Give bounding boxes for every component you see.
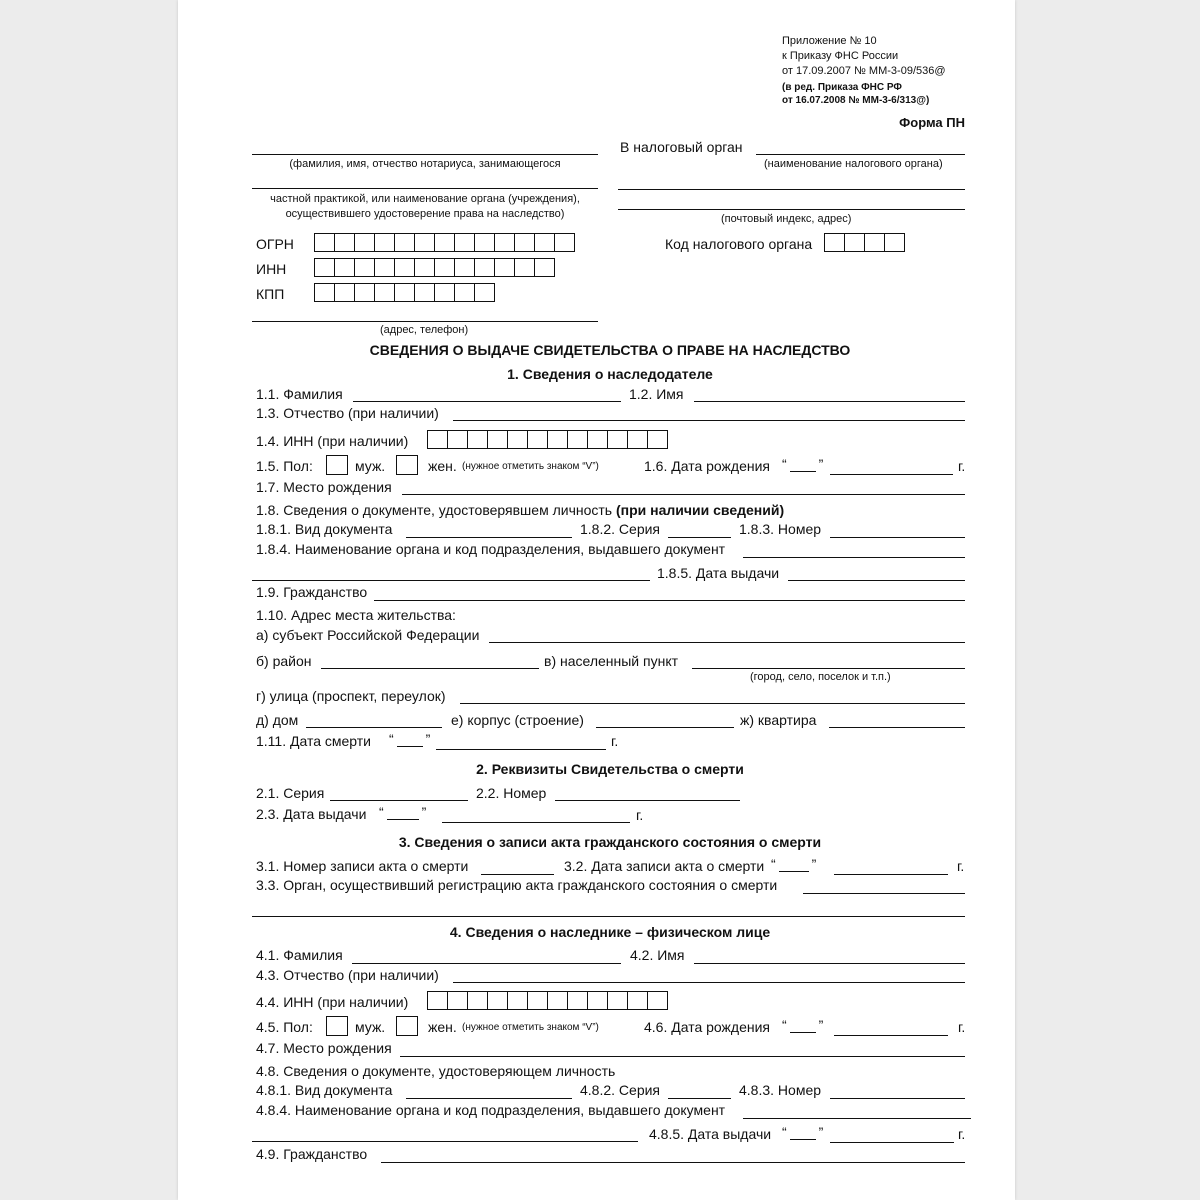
f4-7-line[interactable] <box>400 1056 965 1057</box>
digit-cell[interactable] <box>514 233 535 252</box>
fa-label: а) субъект Российской Федерации <box>256 627 480 643</box>
f4-8-4-label: 4.8.4. Наименование органа и код подразделения, выдавшего документ <box>256 1102 726 1118</box>
f1-7-label: 1.7. Место рождения <box>256 479 392 495</box>
f1-3-line[interactable] <box>453 420 965 421</box>
f1-8-bold: (при наличии сведений) <box>615 502 785 518</box>
fe-line[interactable] <box>596 727 734 728</box>
digit-cell[interactable] <box>414 233 435 252</box>
to-tax-label: В налоговый орган <box>620 139 743 155</box>
heir-v-note: (нужное отметить знаком “V”) <box>462 1022 599 1033</box>
digit-cell[interactable] <box>427 991 448 1010</box>
section-2-heading: 2. Реквизиты Свидетельства о смерти <box>476 761 744 777</box>
digit-cell[interactable] <box>374 283 395 302</box>
notary-caption-1: (фамилия, имя, отчество нотариуса, занимающегося <box>289 158 561 170</box>
inn-label: ИНН <box>256 261 287 277</box>
tax-organ-line[interactable] <box>756 154 965 155</box>
digit-cell[interactable] <box>514 258 535 277</box>
f4-8-3-label: 4.8.3. Номер <box>739 1082 822 1098</box>
address-line[interactable] <box>252 321 598 322</box>
notary-name-line[interactable] <box>252 154 598 155</box>
digit-cell[interactable] <box>534 233 555 252</box>
fzh-line[interactable] <box>829 727 965 728</box>
digit-cell[interactable] <box>474 233 495 252</box>
digit-cell[interactable] <box>474 258 495 277</box>
f1-11-year: г. <box>611 733 619 749</box>
quote-open: “ <box>782 1124 787 1140</box>
appendix-line-3: от 17.09.2007 № ММ-3-09/536@ <box>782 65 946 77</box>
f1-2-label: 1.2. Имя <box>629 386 684 402</box>
f1-6-label: 1.6. Дата рождения <box>644 458 770 474</box>
digit-cell[interactable] <box>434 258 455 277</box>
f4-3-label: 4.3. Отчество (при наличии) <box>256 967 439 983</box>
section-3-heading: 3. Сведения о записи акта гражданского состояния о смерти <box>398 834 822 850</box>
f1-8-3-label: 1.8.3. Номер <box>739 521 822 537</box>
inn-boxes[interactable] <box>314 258 554 277</box>
f1-4-label: 1.4. ИНН (при наличии) <box>256 433 409 449</box>
fv-caption: (город, село, поселок и т.п.) <box>750 671 891 683</box>
ogrn-label: ОГРН <box>256 236 294 252</box>
fa-line[interactable] <box>489 642 965 643</box>
section-4-heading: 4. Сведения о наследнике – физическом лице <box>449 924 771 940</box>
quote-close: ” <box>818 1017 824 1033</box>
quote-close: ” <box>425 731 431 747</box>
kpp-boxes[interactable] <box>314 283 494 302</box>
f3-3-line[interactable] <box>803 893 965 894</box>
day-blank[interactable] <box>397 733 423 747</box>
f1-11-label: 1.11. Дата смерти <box>256 733 372 749</box>
digit-cell[interactable] <box>587 430 608 449</box>
digit-cell[interactable] <box>414 283 435 302</box>
f4-2-label: 4.2. Имя <box>630 947 685 963</box>
digit-cell[interactable] <box>434 283 455 302</box>
female-checkbox[interactable] <box>396 455 418 475</box>
fzh-label: ж) квартира <box>740 712 817 728</box>
digit-cell[interactable] <box>554 233 575 252</box>
f4-9-line[interactable] <box>381 1162 965 1163</box>
digit-cell[interactable] <box>414 258 435 277</box>
fv-line[interactable] <box>692 668 965 669</box>
kpp-label: КПП <box>256 286 285 302</box>
f2-3-day[interactable] <box>379 804 426 820</box>
notary-name-line-2[interactable] <box>252 188 598 189</box>
f4-8-5-year: г. <box>958 1126 966 1142</box>
f1-6-year: г. <box>958 458 966 474</box>
tax-code-boxes[interactable] <box>824 233 904 252</box>
fe-label: е) корпус (строение) <box>451 712 584 728</box>
f1-7-line[interactable] <box>402 494 965 495</box>
quote-close: ” <box>818 1124 824 1140</box>
digit-cell[interactable] <box>334 283 355 302</box>
fd-line[interactable] <box>306 727 442 728</box>
f1-8-1-line[interactable] <box>406 537 572 538</box>
quote-open: “ <box>782 1017 787 1033</box>
digit-cell[interactable] <box>447 991 468 1010</box>
digit-cell[interactable] <box>467 430 488 449</box>
digit-cell[interactable] <box>454 283 475 302</box>
fd-label: д) дом <box>256 712 299 728</box>
f3-2-label: 3.2. Дата записи акта о смерти <box>564 858 765 874</box>
digit-cell[interactable] <box>454 233 475 252</box>
f3-3-label: 3.3. Орган, осуществивший регистрацию акта гражданского состояния о смерти <box>256 877 778 893</box>
f4-8-1-line[interactable] <box>406 1098 572 1099</box>
heir-female-checkbox[interactable] <box>396 1016 418 1036</box>
tax-organ-caption: (наименование налогового органа) <box>764 158 943 170</box>
day-blank[interactable] <box>790 1126 816 1140</box>
f4-8-2-line[interactable] <box>668 1098 731 1099</box>
form-title: СВЕДЕНИЯ О ВЫДАЧЕ СВИДЕТЕЛЬСТВА О ПРАВЕ НА НАСЛЕДСТВО <box>369 342 851 358</box>
postal-line-1[interactable] <box>618 189 965 190</box>
f2-3-year-line[interactable] <box>442 822 630 823</box>
f4-8-1-label: 4.8.1. Вид документа <box>256 1082 393 1098</box>
f1-9-line[interactable] <box>374 600 965 601</box>
appendix-line-2: к Приказу ФНС России <box>782 50 899 62</box>
digit-cell[interactable] <box>864 233 885 252</box>
f3-2-year-line[interactable] <box>834 874 948 875</box>
quote-close: ” <box>421 804 427 820</box>
digit-cell[interactable] <box>487 991 508 1010</box>
digit-cell[interactable] <box>374 258 395 277</box>
f1-8-3-line[interactable] <box>830 537 965 538</box>
f4-6-label: 4.6. Дата рождения <box>644 1019 770 1035</box>
f4-5-label: 4.5. Пол: <box>256 1019 313 1035</box>
edition-line-2: от 16.07.2008 № ММ-3-6/313@) <box>782 95 930 106</box>
quote-open: “ <box>771 856 776 872</box>
fg-label: г) улица (проспект, переулок) <box>256 688 446 704</box>
notary-caption-2b: осуществившего удостоверение права на наследство) <box>285 208 565 220</box>
f1-11-year-line[interactable] <box>436 749 606 750</box>
f1-8-text: 1.8. Сведения о документе, удостоверявшем личность <box>256 502 613 518</box>
f4-8-4-line[interactable] <box>743 1118 971 1119</box>
male-checkbox[interactable] <box>326 455 348 475</box>
digit-cell[interactable] <box>647 991 668 1010</box>
digit-cell[interactable] <box>527 991 548 1010</box>
f1-6-year-line[interactable] <box>830 474 953 475</box>
digit-cell[interactable] <box>494 233 515 252</box>
digit-cell[interactable] <box>844 233 865 252</box>
f1-8-4-label: 1.8.4. Наименование органа и код подразделения, выдавшего документ <box>256 541 726 557</box>
fb-line[interactable] <box>321 668 539 669</box>
f1-5-label: 1.5. Пол: <box>256 458 313 474</box>
digit-cell[interactable] <box>314 233 335 252</box>
digit-cell[interactable] <box>354 233 375 252</box>
f1-8-1-label: 1.8.1. Вид документа <box>256 521 393 537</box>
f4-8-5-day[interactable] <box>782 1124 823 1140</box>
f4-8-label: 4.8. Сведения о документе, удостоверяющем личность <box>256 1063 616 1079</box>
day-blank[interactable] <box>387 806 419 820</box>
ogrn-boxes[interactable] <box>314 233 574 252</box>
f1-2-line[interactable] <box>694 401 965 402</box>
f4-8-3-line[interactable] <box>830 1098 965 1099</box>
digit-cell[interactable] <box>534 258 555 277</box>
f3-2-year: г. <box>957 858 965 874</box>
quote-close: ” <box>811 856 817 872</box>
f4-2-line[interactable] <box>694 963 965 964</box>
fg-line[interactable] <box>460 703 965 704</box>
f4-7-label: 4.7. Место рождения <box>256 1040 392 1056</box>
appendix-line-1: Приложение № 10 <box>782 35 877 47</box>
f1-1-label: 1.1. Фамилия <box>256 386 343 402</box>
f4-4-label: 4.4. ИНН (при наличии) <box>256 994 409 1010</box>
f4-8-5-year-line[interactable] <box>830 1142 954 1143</box>
digit-cell[interactable] <box>567 430 588 449</box>
fv-label: в) населенный пункт <box>544 653 679 669</box>
digit-cell[interactable] <box>567 991 588 1010</box>
f4-4-boxes[interactable] <box>427 991 667 1010</box>
quote-close: ” <box>818 456 824 472</box>
f1-11-day[interactable] <box>389 731 430 747</box>
f1-8-4-line-2[interactable] <box>252 580 650 581</box>
digit-cell[interactable] <box>354 283 375 302</box>
tax-code-label: Код налогового органа <box>665 236 813 252</box>
digit-cell[interactable] <box>607 991 628 1010</box>
f4-8-4-line-2[interactable] <box>252 1141 638 1142</box>
f1-8-2-label: 1.8.2. Серия <box>580 521 661 537</box>
f1-6-date-day[interactable] <box>782 456 823 472</box>
f1-8-2-line[interactable] <box>668 537 731 538</box>
f3-2-day[interactable] <box>771 856 816 872</box>
digit-cell[interactable] <box>547 430 568 449</box>
quote-open: “ <box>389 731 394 747</box>
f4-8-5-label: 4.8.5. Дата выдачи <box>649 1126 772 1142</box>
f2-3-year: г. <box>636 807 644 823</box>
digit-cell[interactable] <box>627 991 648 1010</box>
form-name: Форма ПН <box>899 115 965 130</box>
f1-10-label: 1.10. Адрес места жительства: <box>256 607 456 623</box>
f1-8-5-label: 1.8.5. Дата выдачи <box>657 565 780 581</box>
f1-4-boxes[interactable] <box>427 430 667 449</box>
digit-cell[interactable] <box>454 258 475 277</box>
heir-female-label: жен. <box>428 1019 457 1035</box>
f1-8-5-line[interactable] <box>788 580 965 581</box>
postal-caption: (почтовый индекс, адрес) <box>721 213 852 225</box>
fb-label: б) район <box>256 653 312 669</box>
digit-cell[interactable] <box>447 430 468 449</box>
day-blank[interactable] <box>779 858 809 872</box>
f4-9-label: 4.9. Гражданство <box>256 1146 368 1162</box>
digit-cell[interactable] <box>607 430 628 449</box>
f4-3-line[interactable] <box>453 982 965 983</box>
digit-cell[interactable] <box>507 991 528 1010</box>
f1-3-label: 1.3. Отчество (при наличии) <box>256 405 439 421</box>
digit-cell[interactable] <box>474 283 495 302</box>
f4-6-year-line[interactable] <box>834 1035 948 1036</box>
digit-cell[interactable] <box>334 258 355 277</box>
digit-cell[interactable] <box>527 430 548 449</box>
digit-cell[interactable] <box>507 430 528 449</box>
edition-line-1: (в ред. Приказа ФНС РФ <box>782 82 902 93</box>
f1-8-4-line[interactable] <box>743 557 965 558</box>
f4-1-label: 4.1. Фамилия <box>256 947 343 963</box>
f2-2-label: 2.2. Номер <box>476 785 547 801</box>
digit-cell[interactable] <box>354 258 375 277</box>
quote-open: “ <box>782 456 787 472</box>
f3-1-line[interactable] <box>481 874 554 875</box>
heir-male-checkbox[interactable] <box>326 1016 348 1036</box>
f4-8-2-label: 4.8.2. Серия <box>580 1082 661 1098</box>
digit-cell[interactable] <box>587 991 608 1010</box>
digit-cell[interactable] <box>824 233 845 252</box>
heir-male-label: муж. <box>355 1019 386 1035</box>
quote-open: “ <box>379 804 384 820</box>
f4-6-day[interactable] <box>782 1017 823 1033</box>
digit-cell[interactable] <box>547 991 568 1010</box>
f2-1-label: 2.1. Серия <box>256 785 325 801</box>
male-label: муж. <box>355 458 386 474</box>
digit-cell[interactable] <box>884 233 905 252</box>
digit-cell[interactable] <box>394 233 415 252</box>
female-label: жен. <box>428 458 457 474</box>
f2-1-line[interactable] <box>330 800 468 801</box>
form-page <box>178 0 1015 1200</box>
f1-9-label: 1.9. Гражданство <box>256 584 368 600</box>
digit-cell[interactable] <box>627 430 648 449</box>
digit-cell[interactable] <box>374 233 395 252</box>
digit-cell[interactable] <box>647 430 668 449</box>
digit-cell[interactable] <box>334 233 355 252</box>
f3-3-line-2[interactable] <box>252 916 965 917</box>
section-1-heading: 1. Сведения о наследодателе <box>507 366 713 382</box>
digit-cell[interactable] <box>434 233 455 252</box>
f4-6-year: г. <box>958 1019 966 1035</box>
day-blank[interactable] <box>790 1019 816 1033</box>
digit-cell[interactable] <box>314 258 335 277</box>
day-blank[interactable] <box>790 458 816 472</box>
f2-3-label: 2.3. Дата выдачи <box>256 806 367 822</box>
f4-1-line[interactable] <box>352 963 621 964</box>
address-caption: (адрес, телефон) <box>380 324 469 336</box>
f1-8-label <box>256 502 784 518</box>
digit-cell[interactable] <box>314 283 335 302</box>
v-note: (нужное отметить знаком “V”) <box>462 461 599 472</box>
f2-2-line[interactable] <box>555 800 740 801</box>
digit-cell[interactable] <box>494 258 515 277</box>
digit-cell[interactable] <box>427 430 448 449</box>
digit-cell[interactable] <box>487 430 508 449</box>
f3-1-label: 3.1. Номер записи акта о смерти <box>256 858 469 874</box>
postal-line-2[interactable] <box>618 209 965 210</box>
digit-cell[interactable] <box>467 991 488 1010</box>
digit-cell[interactable] <box>394 283 415 302</box>
digit-cell[interactable] <box>394 258 415 277</box>
notary-caption-2a: частной практикой, или наименование органа (учреждения), <box>270 193 580 205</box>
f1-1-line[interactable] <box>353 401 621 402</box>
